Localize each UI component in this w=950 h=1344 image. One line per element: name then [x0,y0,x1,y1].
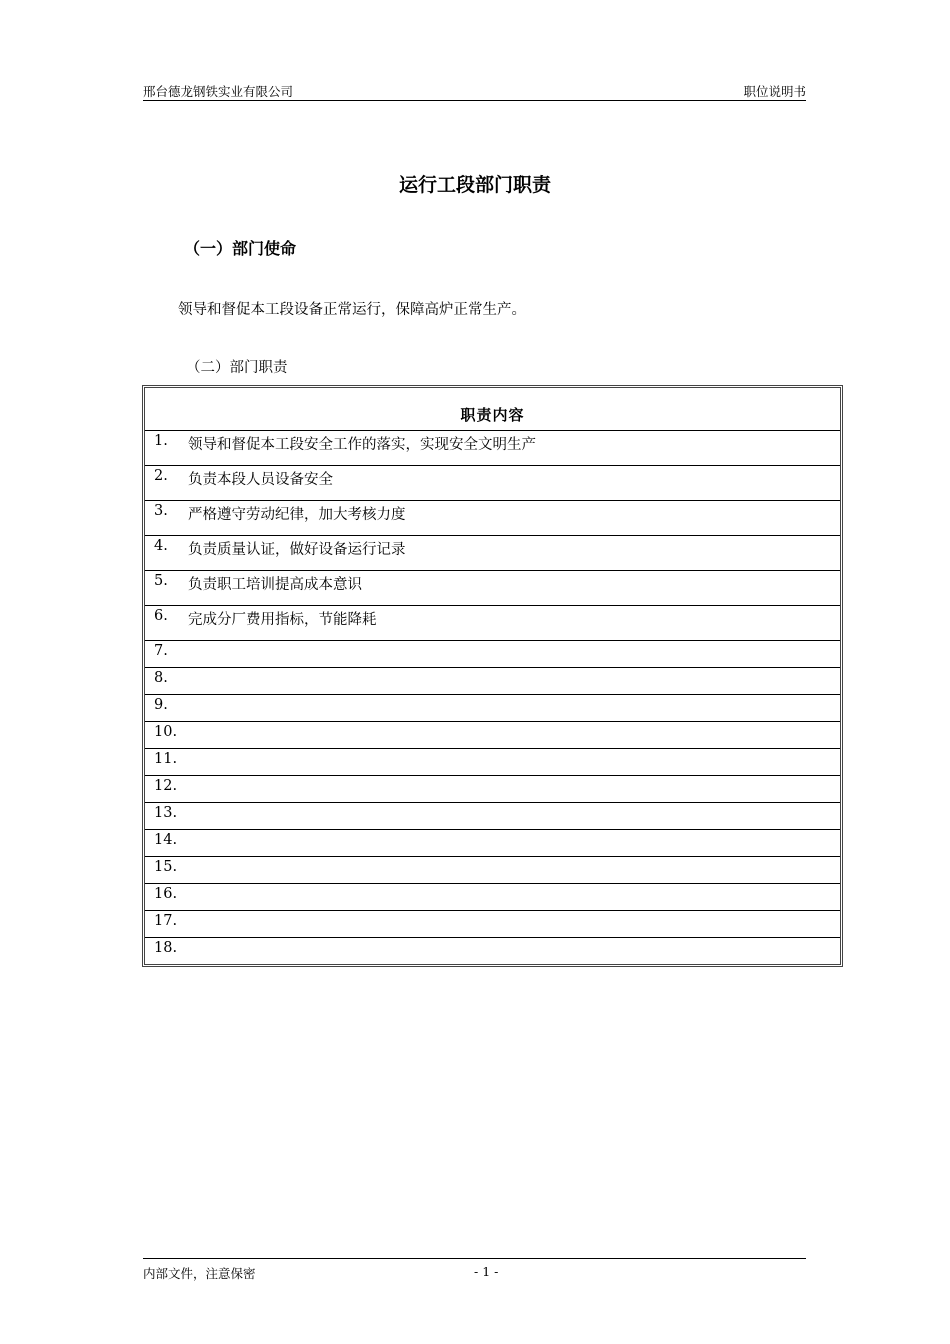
table-row [145,857,840,884]
page-number: - 1 - [474,1264,499,1279]
table-row [145,911,840,938]
table-row [145,606,840,641]
table-row [145,938,840,964]
row-text: 领导和督促本工段安全工作的落实，实现安全文明生产 [188,437,536,453]
doc-type: 职位说明书 [743,84,806,99]
row-number: 12. [154,778,178,794]
table-row [145,431,840,466]
table-row [145,536,840,571]
row-number: 18. [154,940,178,956]
table-body [145,431,840,964]
row-text: 严格遵守劳动纪律，加大考核力度 [188,507,406,523]
page-title: 运行工段部门职责 [398,174,551,196]
row-number: 6. [154,608,168,624]
row-text: 负责质量认证，做好设备运行记录 [188,542,406,558]
table-row [145,776,840,803]
row-number: 15. [154,859,178,875]
row-number: 1. [154,433,168,449]
row-number: 14. [154,832,178,848]
row-number: 17. [154,913,178,929]
row-text: 完成分厂费用指标，节能降耗 [188,612,377,628]
table-row [145,501,840,536]
duties-table [142,385,843,967]
table-row [145,571,840,606]
row-number: 11. [154,751,178,767]
section-heading-mission: （一）部门使命 [184,239,297,258]
section-heading-duties: （二）部门职责 [186,360,288,376]
table-row [145,466,840,501]
table-row [145,830,840,857]
table-row [145,695,840,722]
row-number: 5. [154,573,168,589]
table-row [145,749,840,776]
table-row [145,668,840,695]
page-footer [143,1258,806,1281]
mission-text: 领导和督促本工段设备正常运行，保障高炉正常生产。 [178,302,526,318]
table-row [145,884,840,911]
row-text: 负责职工培训提高成本意识 [188,577,362,593]
table-row [145,641,840,668]
table-header: 职责内容 [145,388,840,431]
row-number: 8. [154,670,168,686]
row-number: 13. [154,805,178,821]
company-name: 邢台德龙钢铁实业有限公司 [143,84,294,99]
row-number: 9. [154,697,168,713]
row-number: 7. [154,643,168,659]
page-header [143,82,806,101]
row-number: 4. [154,538,168,554]
row-number: 16. [154,886,178,902]
row-number: 2. [154,468,168,484]
table-row [145,803,840,830]
row-text: 负责本段人员设备安全 [188,472,333,488]
confidential-note: 内部文件，注意保密 [143,1266,256,1281]
table-row [145,722,840,749]
row-number: 10. [154,724,178,740]
row-number: 3. [154,503,168,519]
